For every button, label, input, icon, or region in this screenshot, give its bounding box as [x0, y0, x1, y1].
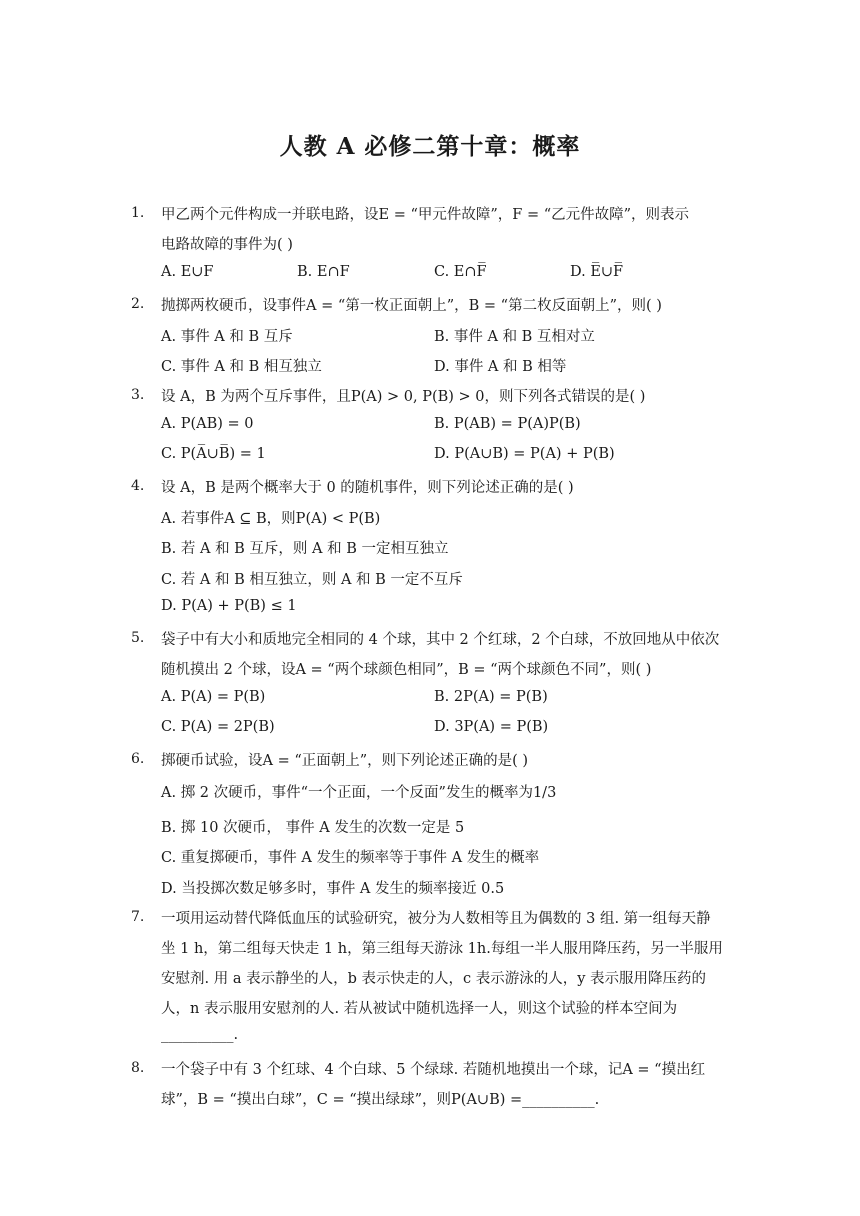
option-b: B. E∩F [297, 264, 350, 280]
option-a: A. 掷 2 次硬币，事件“一个正面，一个反面”发生的概率为1/3 [161, 785, 557, 801]
option-a: A. E∪F [161, 264, 214, 280]
option-c: C. 事件 A 和 B 相互独立 [161, 359, 322, 375]
option-c: C. P(A) = 2P(B) [161, 719, 275, 735]
question-text-line: 安慰剂. 用 a 表示静坐的人，b 表示快走的人，c 表示游泳的人，y 表示服用降压药的 [161, 971, 707, 987]
question-text-line: 抛掷两枚硬币，设事件A = “第一枚正面朝上”，B = “第二枚反面朝上”，则( ) [161, 298, 662, 314]
question-text-line: 一个袋子中有 3 个红球、4 个白球、5 个绿球. 若随机地摸出一个球，记A = “摸出红 [161, 1062, 706, 1078]
question-number: 8. [131, 1060, 145, 1076]
question-number: 6. [131, 751, 145, 767]
option-b: B. 掷 10 次硬币， 事件 A 发生的次数一定是 5 [161, 820, 465, 836]
option-a: A. P(A) = P(B) [161, 689, 266, 705]
question-text-line: 甲乙两个元件构成一并联电路，设E = “甲元件故障”，F = “乙元件故障”，则表示 [161, 207, 690, 223]
option-d: D. 3P(A) = P(B) [434, 719, 549, 735]
question-text-line: 电路故障的事件为( ) [161, 237, 293, 253]
question-text-line: 设 A，B 为两个互斥事件，且P(A) > 0, P(B) > 0，则下列各式错误的是( ) [161, 389, 646, 405]
option-b: B. 2P(A) = P(B) [434, 689, 548, 705]
option-a: A. 若事件A ⊆ B，则P(A) < P(B) [161, 511, 381, 527]
question-number: 5. [131, 630, 145, 646]
answer-blank: __________. [161, 1027, 239, 1043]
option-d: D. E̅∪F̅ [570, 264, 624, 280]
question-number: 2. [131, 296, 145, 312]
option-a: A. 事件 A 和 B 互斥 [161, 329, 293, 345]
option-c: C. 重复掷硬币，事件 A 发生的频率等于事件 A 发生的概率 [161, 850, 540, 866]
option-b: B. 若 A 和 B 互斥，则 A 和 B 一定相互独立 [161, 541, 449, 557]
question-text-line: 设 A，B 是两个概率大于 0 的随机事件，则下列论述正确的是( ) [161, 480, 574, 496]
page-title: 人教 A 必修二第十章：概率 [279, 133, 581, 160]
question-text-line: 球”，B = “摸出白球”，C = “摸出绿球”，则P(A∪B) =__________. [161, 1092, 600, 1108]
question-text-line: 随机摸出 2 个球，设A = “两个球颜色相同”，B = “两个球颜色不同”，则( ) [161, 662, 652, 678]
question-text-line: 人，n 表示服用安慰剂的人. 若从被试中随机选择一人，则这个试验的样本空间为 [161, 1001, 678, 1017]
question-number: 3. [131, 387, 145, 403]
option-d: D. 当投掷次数足够多时，事件 A 发生的频率接近 0.5 [161, 881, 505, 897]
option-c: C. E∩F̅ [434, 264, 487, 280]
question-number: 7. [131, 909, 145, 925]
option-c: C. 若 A 和 B 相互独立，则 A 和 B 一定不互斥 [161, 572, 463, 588]
question-number: 4. [131, 478, 145, 494]
option-c: C. P(A̅∪B̅) = 1 [161, 446, 266, 462]
option-b: B. 事件 A 和 B 互相对立 [434, 329, 595, 345]
question-text-line: 坐 1 h，第二组每天快走 1 h，第三组每天游泳 1h.每组一半人服用降压药，另一半服用 [161, 941, 723, 957]
question-text-line: 一项用运动替代降低血压的试验研究，被分为人数相等且为偶数的 3 组. 第一组每天静 [161, 911, 711, 927]
option-d: D. P(A) + P(B) ≤ 1 [161, 598, 297, 614]
option-d: D. P(A∪B) = P(A) + P(B) [434, 446, 615, 462]
question-number: 1. [131, 205, 145, 221]
question-text-line: 袋子中有大小和质地完全相同的 4 个球，其中 2 个红球，2 个白球，不放回地从中依次 [161, 632, 720, 648]
option-b: B. P(AB) = P(A)P(B) [434, 416, 581, 432]
option-d: D. 事件 A 和 B 相等 [434, 359, 567, 375]
question-text-line: 掷硬币试验，设A = “正面朝上”，则下列论述正确的是( ) [161, 753, 529, 769]
option-a: A. P(AB) = 0 [161, 416, 254, 432]
